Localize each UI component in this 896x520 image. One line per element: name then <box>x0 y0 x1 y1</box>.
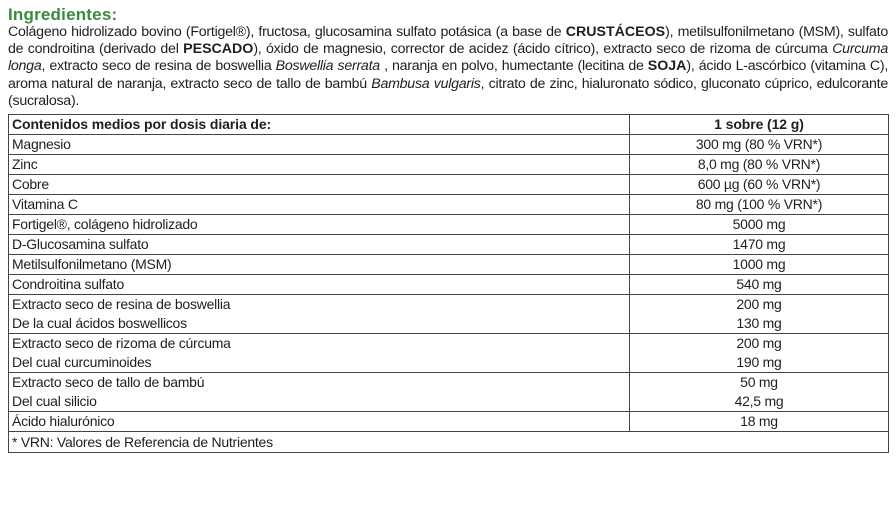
ingredients-part: ), óxido de magnesio, corrector de acidez (ácido cítrico), extracto seco de rizoma de cúrcuma <box>253 41 833 58</box>
row-value: 1470 mg <box>630 235 889 255</box>
ingredients-part: , naranja en polvo, humectante (lecitina de <box>379 58 648 75</box>
row-label: Del cual curcuminoides <box>9 353 630 373</box>
row-value: 200 mg <box>630 334 889 354</box>
row-label: Fortigel®, colágeno hidrolizado <box>9 215 630 235</box>
latin-name: Boswellia serrata <box>275 58 380 75</box>
ingredients-part: ), ácido L-ascórbico (vitamina C), aroma natural de naranja, extracto seco de tallo de bambú <box>8 58 889 92</box>
row-value: 200 mg <box>630 295 889 315</box>
row-label: Ácido hialurónico <box>9 412 630 432</box>
table-row <box>9 334 889 354</box>
row-value: 50 mg <box>630 373 889 393</box>
row-value: 18 mg <box>630 412 889 432</box>
row-label: Extracto seco de tallo de bambú <box>9 373 630 393</box>
allergen-pescado: PESCADO <box>183 41 254 58</box>
row-label: Magnesio <box>9 135 630 155</box>
table-row <box>9 373 889 393</box>
footnote: * VRN: Valores de Referencia de Nutrientes <box>9 432 889 453</box>
ingredients-part: , extracto seco de resina de boswellia <box>41 58 276 75</box>
latin-name: Curcuma longa <box>8 41 888 75</box>
ingredients-part: ), metilsulfonilmetano (MSM), sulfato de condroitina (derivado del <box>8 24 888 58</box>
table-footnote-row <box>9 432 889 453</box>
table-row <box>9 215 889 235</box>
table-row <box>9 412 889 432</box>
table-row <box>9 353 889 373</box>
nutrition-table <box>8 114 889 453</box>
table-row <box>9 392 889 412</box>
row-label: Metilsulfonilmetano (MSM) <box>9 255 630 275</box>
row-value: 8,0 mg (80 % VRN*) <box>630 155 889 175</box>
table-row <box>9 155 889 175</box>
row-label: Cobre <box>9 175 630 195</box>
allergen-crustaceos: CRUSTÁCEOS <box>565 24 666 40</box>
row-label: Condroitina sulfato <box>9 275 630 295</box>
row-value: 190 mg <box>630 353 889 373</box>
ingredients-part: , citrato de zinc, hialuronato sódico, gluconato cúprico, edulcorante (sucralosa). <box>8 75 888 109</box>
row-value: 130 mg <box>630 314 889 334</box>
row-value: 42,5 mg <box>630 392 889 412</box>
table-row <box>9 255 889 275</box>
row-label: D-Glucosamina sulfato <box>9 235 630 255</box>
row-value: 80 mg (100 % VRN*) <box>630 195 889 215</box>
row-label: Zinc <box>9 155 630 175</box>
row-value: 5000 mg <box>630 215 889 235</box>
ingredients-text <box>8 24 888 110</box>
label-panel <box>8 0 888 453</box>
row-label: Del cual silicio <box>9 392 630 412</box>
table-header-row <box>9 115 889 135</box>
row-label: Extracto seco de rizoma de cúrcuma <box>9 334 630 354</box>
row-value: 1000 mg <box>630 255 889 275</box>
table-row <box>9 275 889 295</box>
latin-name: Bambusa vulgaris <box>371 75 481 92</box>
row-label: Extracto seco de resina de boswellia <box>9 295 630 315</box>
ingredients-title: Ingredientes: <box>8 5 118 24</box>
row-label: De la cual ácidos boswellicos <box>9 314 630 334</box>
table-row <box>9 175 889 195</box>
row-label: Vitamina C <box>9 195 630 215</box>
header-value: 1 sobre (12 g) <box>630 115 889 135</box>
table-row <box>9 295 889 315</box>
ingredients-part: Colágeno hidrolizado bovino (Fortigel®), fructosa, glucosamina sulfato potásica (a base de <box>8 24 566 40</box>
row-value: 540 mg <box>630 275 889 295</box>
row-value: 300 mg (80 % VRN*) <box>630 135 889 155</box>
table-row <box>9 135 889 155</box>
row-value: 600 µg (60 % VRN*) <box>630 175 889 195</box>
table-row <box>9 235 889 255</box>
table-row <box>9 195 889 215</box>
header-label: Contenidos medios por dosis diaria de: <box>9 115 630 135</box>
allergen-soja: SOJA <box>647 58 687 75</box>
table-row <box>9 314 889 334</box>
